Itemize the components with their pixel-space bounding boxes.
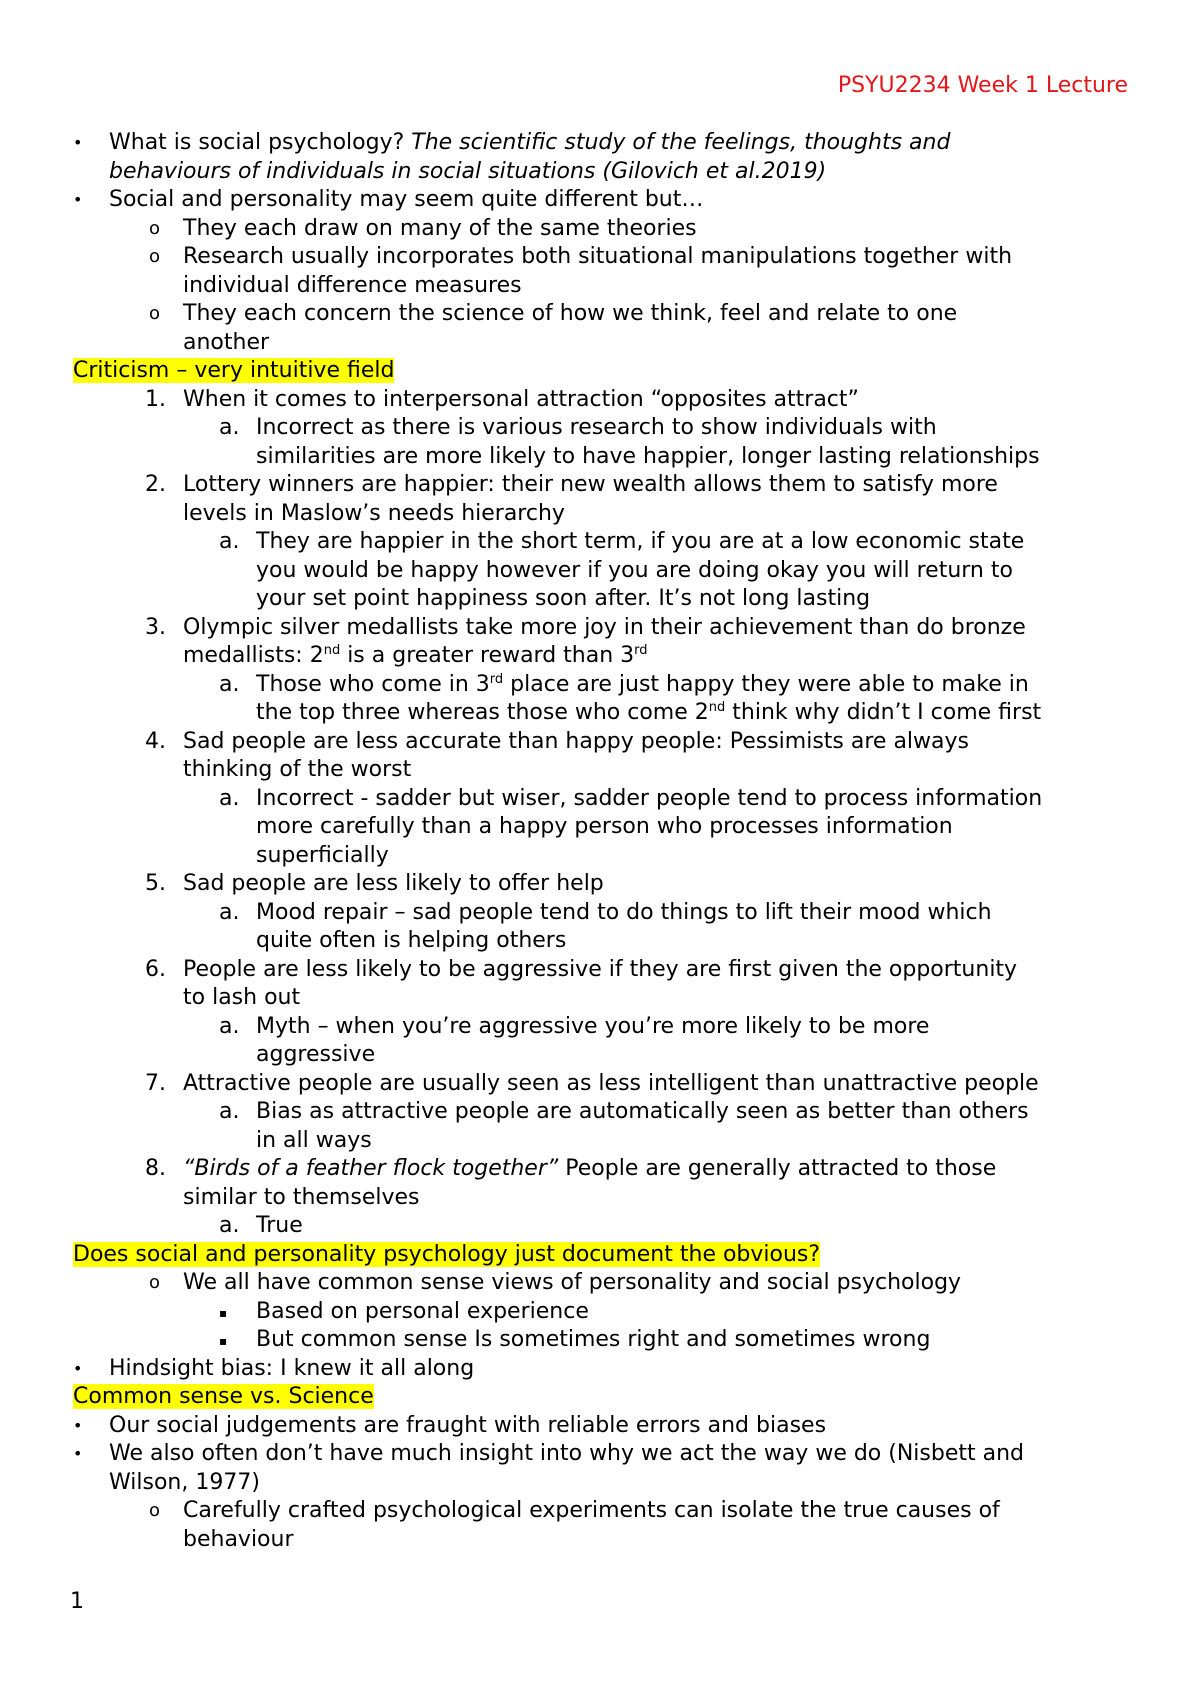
ordinal-suffix: rd	[489, 671, 504, 687]
highlighted-heading: Does social and personality psychology just document the obvious?	[73, 1241, 821, 1267]
item-letter: a.	[219, 529, 240, 554]
item-text: People are less likely to be aggressive if they are first given the opportunity	[183, 956, 1018, 982]
square-bullet-item	[73, 1326, 1133, 1355]
item-letter: a.	[219, 1099, 240, 1124]
bullet-dot-icon: •	[73, 1358, 83, 1378]
item-letter: a.	[219, 1213, 240, 1238]
item-text: Those who come in 3	[256, 671, 490, 697]
circle-bullet-icon: o	[149, 303, 161, 324]
item-text: Incorrect - sadder but wiser, sadder people tend to process information	[256, 785, 1043, 811]
bullet-text: We also often don’t have much insight into why we act the way we do (Nisbett and	[109, 1441, 1025, 1466]
item-text: in all ways	[256, 1127, 372, 1153]
lettered-item	[73, 1212, 1133, 1241]
item-text: Myth – when you’re aggressive you’re more likely to be more	[256, 1013, 930, 1039]
sub-bullet-text: individual difference measures	[183, 272, 522, 298]
numbered-item	[73, 870, 1133, 899]
lettered-continuation	[73, 1041, 1133, 1070]
sub-bullet-text: Research usually incorporates both situational manipulations together with	[183, 244, 1013, 269]
item-number: 6.	[145, 956, 166, 982]
sub-bullet-item	[73, 215, 1133, 244]
lettered-continuation	[73, 699, 1133, 728]
item-text: place are just happy they were able to make in	[503, 671, 1029, 697]
section-heading	[73, 1383, 1133, 1412]
section-heading	[73, 357, 1133, 386]
numbered-item	[73, 1155, 1133, 1184]
numbered-continuation	[73, 984, 1133, 1013]
item-text: thinking of the worst	[183, 757, 412, 782]
circle-bullet-icon: o	[149, 246, 161, 267]
bullet-item	[73, 129, 1133, 158]
square-bullet-icon: ▪	[219, 1305, 228, 1320]
definition-text: The scientific study of the feelings, thoughts and	[411, 130, 951, 155]
numbered-continuation	[73, 500, 1133, 529]
highlighted-heading: Criticism – very intuitive field	[73, 358, 395, 383]
sub-bullet-text: another	[183, 329, 270, 355]
sub-bullet-text: behaviour	[183, 1526, 294, 1552]
bullet-continuation	[73, 1469, 1133, 1498]
square-bullet-text: Based on personal experience	[256, 1298, 589, 1324]
item-text: think why didn’t I come first	[725, 700, 1042, 725]
item-number: 8.	[145, 1156, 166, 1181]
lettered-continuation	[73, 813, 1133, 842]
item-number: 2.	[145, 472, 166, 497]
numbered-item	[73, 614, 1133, 643]
lettered-item	[73, 899, 1133, 928]
numbered-continuation	[73, 642, 1133, 671]
sub-bullet-continuation	[73, 272, 1133, 301]
sub-bullet-continuation	[73, 329, 1133, 358]
numbered-item	[73, 728, 1133, 757]
lettered-item	[73, 785, 1133, 814]
numbered-continuation	[73, 1184, 1133, 1213]
numbered-continuation	[73, 756, 1133, 785]
square-bullet-icon: ▪	[219, 1334, 228, 1348]
bullet-dot-icon: •	[73, 1444, 83, 1463]
bullet-item	[73, 186, 1133, 215]
lettered-continuation	[73, 585, 1133, 614]
definition-text: behaviours of individuals in social situations (Gilovich et al.2019)	[109, 158, 827, 184]
item-text: Olympic silver medallists take more joy in their achievement than do bronze	[183, 614, 1026, 640]
item-text: you would be happy however if you are doing okay you will return to	[256, 557, 1013, 583]
bullet-dot-icon: •	[73, 133, 83, 152]
item-letter: a.	[219, 415, 240, 440]
lettered-continuation	[73, 842, 1133, 871]
circle-bullet-icon: o	[149, 1272, 161, 1293]
sub-bullet-item	[73, 1269, 1133, 1298]
ordinal-suffix: nd	[708, 700, 726, 715]
lettered-continuation	[73, 443, 1133, 472]
item-text: similarities are more likely to have happier, longer lasting relationships	[256, 443, 1040, 469]
bullet-dot-icon: •	[73, 1415, 83, 1435]
item-number: 3.	[145, 614, 166, 640]
sub-bullet-continuation	[73, 1526, 1133, 1555]
item-text: similar to themselves	[183, 1184, 420, 1210]
highlighted-heading: Common sense vs. Science	[73, 1384, 374, 1409]
item-letter: a.	[219, 785, 240, 811]
item-letter: a.	[219, 899, 240, 925]
item-letter: a.	[219, 1013, 240, 1039]
item-text: levels in Maslow’s needs hierarchy	[183, 500, 565, 526]
lettered-continuation	[73, 557, 1133, 586]
item-text: Lottery winners are happier: their new wealth allows them to satisfy more	[183, 472, 998, 497]
ordinal-suffix: rd	[634, 643, 648, 658]
lettered-item	[73, 1098, 1133, 1127]
quote-text: “Birds of a feather flock together”	[183, 1156, 559, 1181]
item-text: superficially	[256, 842, 389, 868]
item-text: True	[256, 1213, 303, 1238]
document-header: PSYU2234 Week 1 Lecture	[837, 73, 1128, 98]
document-body	[73, 129, 1133, 1554]
lettered-item	[73, 528, 1133, 557]
item-text: People are generally attracted to those	[558, 1156, 997, 1181]
numbered-item	[73, 956, 1133, 985]
numbered-item	[73, 386, 1133, 415]
bullet-dot-icon: •	[73, 190, 83, 209]
sub-bullet-text: We all have common sense views of personality and social psychology	[183, 1270, 962, 1295]
bullet-text: Wilson, 1977)	[109, 1469, 260, 1495]
item-text: Sad people are less accurate than happy people: Pessimists are always	[183, 728, 969, 754]
bullet-item	[73, 1355, 1133, 1384]
bullet-text: Our social judgements are fraught with reliable errors and biases	[109, 1412, 827, 1438]
lettered-continuation	[73, 927, 1133, 956]
item-text: to lash out	[183, 985, 301, 1010]
item-text: Mood repair – sad people tend to do things to lift their mood which	[256, 899, 992, 925]
circle-bullet-icon: o	[149, 1500, 161, 1521]
item-number: 1.	[145, 386, 166, 412]
item-text: Bias as attractive people are automatically seen as better than others	[256, 1099, 1029, 1124]
item-text: quite often is helping others	[256, 928, 567, 953]
bullet-item	[73, 1412, 1133, 1441]
lettered-item	[73, 1013, 1133, 1042]
item-text: Incorrect as there is various research to show individuals with	[256, 415, 937, 440]
bullet-continuation	[73, 158, 1133, 187]
sub-bullet-item	[73, 1497, 1133, 1526]
page-number: 1	[70, 1589, 84, 1614]
sub-bullet-text: They each draw on many of the same theories	[183, 215, 697, 241]
item-text: your set point happiness soon after. It’s not long lasting	[256, 586, 871, 611]
lettered-continuation	[73, 1127, 1133, 1156]
sub-bullet-text: They each concern the science of how we think, feel and relate to one	[183, 301, 958, 326]
bullet-item	[73, 1440, 1133, 1469]
circle-bullet-icon: o	[149, 217, 161, 239]
item-text: Attractive people are usually seen as less intelligent than unattractive people	[183, 1070, 1039, 1096]
item-text: aggressive	[256, 1042, 376, 1067]
section-heading	[73, 1241, 1133, 1270]
item-text: When it comes to interpersonal attraction “opposites attract”	[183, 386, 859, 412]
item-letter: a.	[219, 671, 240, 697]
numbered-item	[73, 471, 1133, 500]
item-text: They are happier in the short term, if you are at a low economic state	[256, 529, 1025, 554]
lettered-item	[73, 671, 1133, 700]
item-text: medallists: 2	[183, 643, 324, 668]
lettered-item	[73, 414, 1133, 443]
ordinal-suffix: nd	[323, 643, 341, 658]
square-bullet-text: But common sense Is sometimes right and sometimes wrong	[256, 1327, 931, 1352]
bullet-text: Social and personality may seem quite different but…	[109, 187, 704, 212]
numbered-item	[73, 1070, 1133, 1099]
sub-bullet-text: Carefully crafted psychological experiments can isolate the true causes of	[183, 1498, 1000, 1523]
item-text: is a greater reward than 3	[340, 643, 635, 668]
square-bullet-item	[73, 1298, 1133, 1327]
item-text: more carefully than a happy person who processes information	[256, 814, 953, 839]
item-text: the top three whereas those who come 2	[256, 700, 709, 725]
item-number: 7.	[145, 1070, 166, 1096]
item-number: 5.	[145, 871, 166, 896]
sub-bullet-item	[73, 243, 1133, 272]
item-number: 4.	[145, 728, 166, 754]
bullet-text: Hindsight bias: I knew it all along	[109, 1355, 475, 1381]
bullet-text: What is social psychology?	[109, 130, 412, 155]
item-text: Sad people are less likely to offer help	[183, 871, 604, 896]
sub-bullet-item	[73, 300, 1133, 329]
